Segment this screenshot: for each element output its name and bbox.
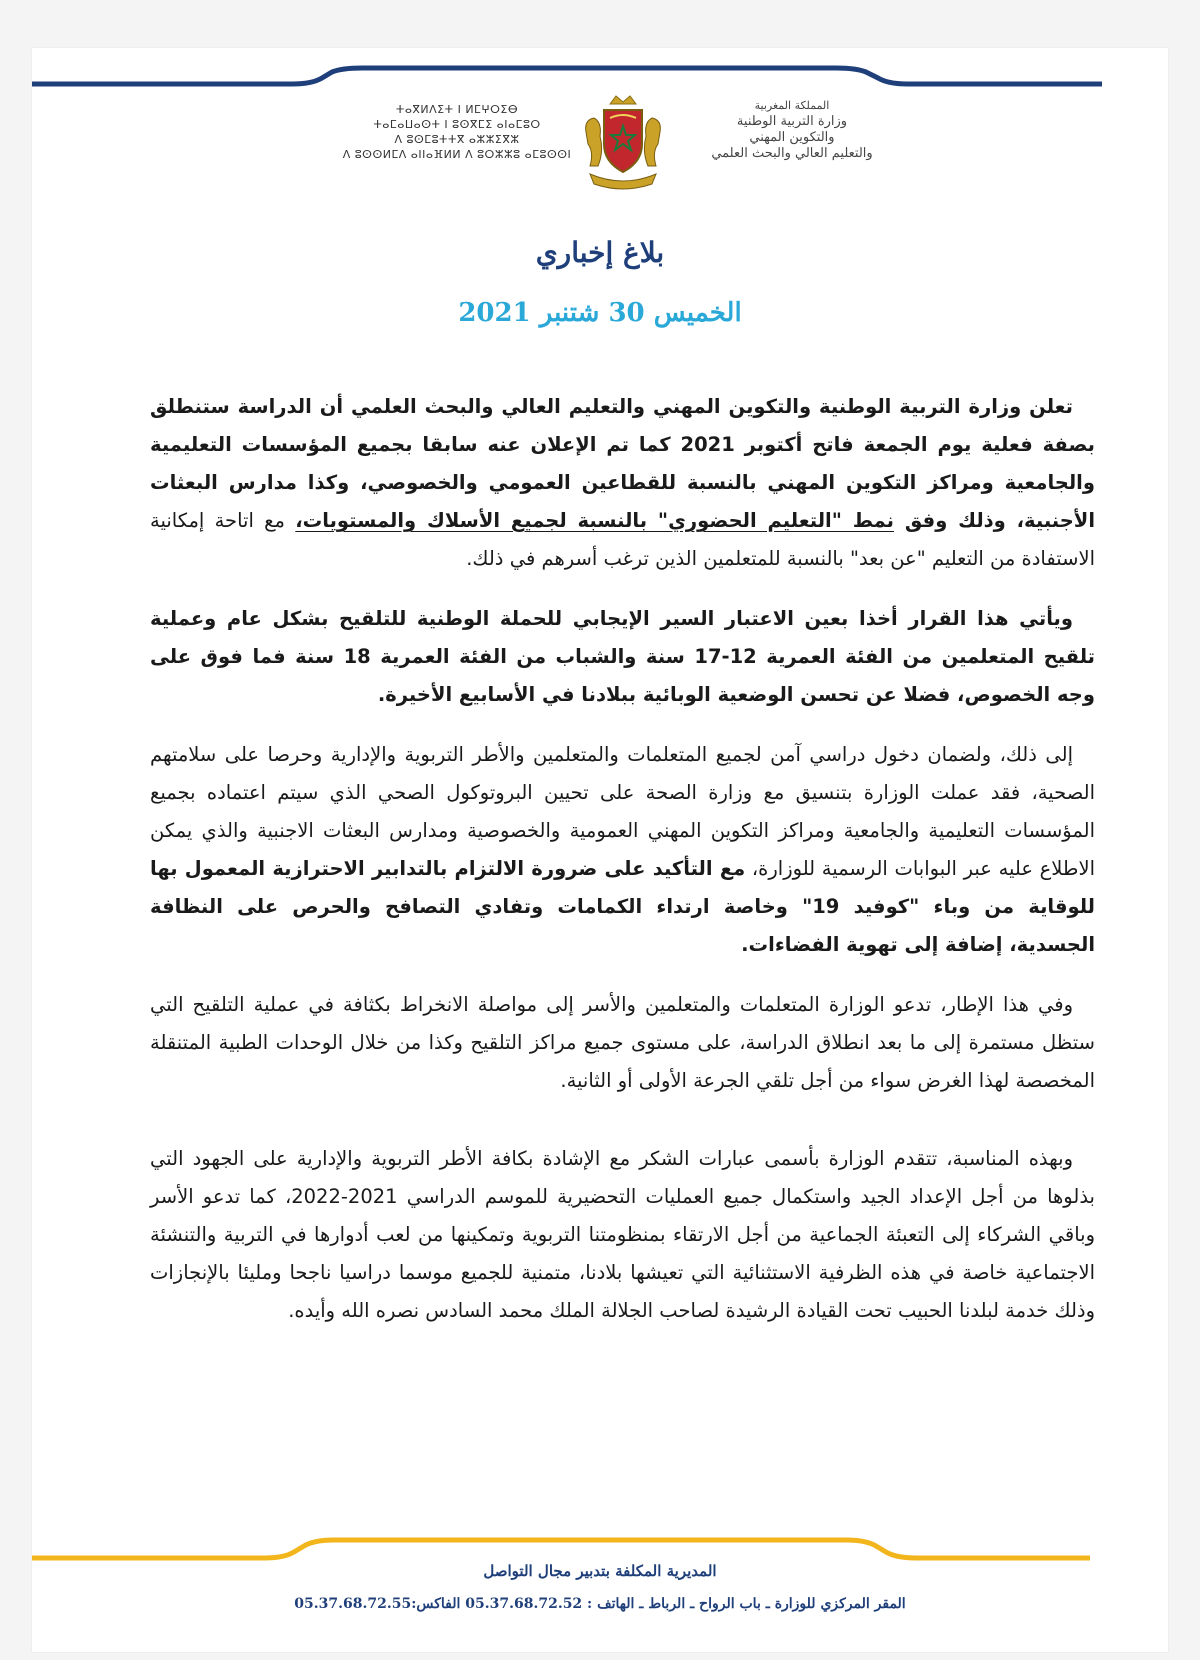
document-page bbox=[32, 48, 1168, 1652]
paragraph-3 bbox=[150, 736, 1095, 964]
tifinagh-line-4: ⴷ ⵓⵙⵙⵍⵎⴷ ⴰⵏⵏⴰⴼⵍⵍ ⴷ ⵓⵔⵣⵣⵓ ⴰⵎⵓⵙⵙⵏ bbox=[342, 148, 572, 161]
arabic-org-line-3: والتكوين المهني bbox=[749, 130, 835, 145]
moroccan-coat-of-arms-icon bbox=[580, 92, 666, 192]
tifinagh-line-3: ⴷ ⵓⵙⵎⵓⵜⵜⴳ ⴰⵣⵣⵉⴳⵣ bbox=[394, 133, 520, 146]
arabic-org-line-1: المملكة المغربية bbox=[754, 99, 830, 112]
arabic-org-line-4: والتعليم العالي والبحث العلمي bbox=[711, 146, 873, 161]
paragraph-1 bbox=[150, 388, 1095, 578]
paragraph-3-plain: إلى ذلك، ولضمان دخول دراسي آمن لجميع المتعلمات والمتعلمين والأطر التربوية والإدارية وحرصا على سلامتهم الصحية، فقد عملت الوزارة بتنسيق مع وزارة الصحة على تحيين البروتوكول الصحي الذي سيتم اعتماده بجميع المؤسسات التعليمية والجامعية ومراكز التكوين المهني العمومية والخصوصية ومدارس البعثات الاجنبية والذي يمكن الاطلاع عليه عبر البوابات الرسمية للوزارة، bbox=[150, 743, 1095, 880]
paragraph-4: وفي هذا الإطار، تدعو الوزارة المتعلمات والمتعلمين والأسر إلى مواصلة الانخراط بكثافة في عملية التلقيح التي ستظل مستمرة إلى ما بعد انطلاق الدراسة، على مستوى جميع مراكز التلقيح وكذا من خلال الوحدات الطبية المتنقلة المخصصة لهذا الغرض سواء من أجل تلقي الجرعة الأولى أو الثانية. bbox=[150, 993, 1095, 1092]
arabic-org-line-2: وزارة التربية الوطنية bbox=[736, 114, 848, 129]
tifinagh-line-2: ⵜⴰⵎⴰⵡⴰⵙⵜ ⵏ ⵓⵙⴳⵎⵉ ⴰⵏⴰⵎⵓⵔ bbox=[373, 118, 541, 131]
paragraph-2-bold: ويأتي هذا القرار أخذا بعين الاعتبار السير الإيجابي للحملة الوطنية للتلقيح بشكل عام وعملية تلقيح المتعلمين من الفئة العمرية 12-17 سنة والشباب من الفئة العمرية 18 سنة فما فوق على وجه الخصوص، فضلا عن تحسن الوضعية الوبائية ببلادنا في الأسابيع الأخيرة. bbox=[150, 607, 1095, 706]
tifinagh-ministry-name bbox=[332, 102, 582, 162]
paragraph-1-underlined: نمط "التعليم الحضوري" بالنسبة لجميع الأسلاك والمستويات، bbox=[295, 509, 894, 532]
paragraph-3-bold: مع التأكيد على ضرورة الالتزام بالتدابير الاحترازية المعمول بها للوقاية من وباء "كوفيد 19" وخاصة ارتداء الكمامات وتفادي التصافح والحرص على النظافة الجسدية، إضافة إلى تهوية الفضاءات. bbox=[150, 857, 1095, 956]
document-body bbox=[150, 388, 1095, 1352]
paragraph-1-bold: تعلن وزارة التربية الوطنية والتكوين المهني والتعليم العالي والبحث العلمي أن الدراسة ستنطلق بصفة فعلية يوم الجمعة فاتح أكتوبر 2021 كما تم الإعلان عنه سابقا بجميع المؤسسات التعليمية والجامعية ومراكز التكوين المهني بالنسبة للقطاعين العمومي والخصوصي، وكذا مدارس البعثات الأجنبية، وذلك وفق bbox=[150, 395, 1096, 532]
footer-address: المقر المركزي للوزارة ـ باب الرواح ـ الرباط ـ الهاتف : 05.37.68.72.52 الفاكس:05.37.68.72.55 bbox=[294, 1596, 906, 1612]
paragraph-2 bbox=[150, 600, 1095, 714]
paragraph-5: وبهذه المناسبة، تتقدم الوزارة بأسمى عبارات الشكر مع الإشادة بكافة الأطر التربوية والإدارية على الجهود التي بذلوها من أجل الإعداد الجيد واستكمال جميع العمليات التحضيرية للموسم الدراسي 2021-2022، كما تدعو الأسر وباقي الشركاء إلى التعبئة الجماعية من أجل الارتقاء بمنظومتنا التربوية وتمكينها من لعب أدوارها في التربية والتنشئة الاجتماعية خاصة في هذه الظرفية الاستثنائية التي تعيشها بلادنا، متمنية للجميع موسما دراسيا ناجحا ومليئا بالإنجازات وذلك خدمة لبلدنا الحبيب تحت القيادة الرشيدة لصاحب الجلالة الملك محمد السادس نصره الله وأيده. bbox=[150, 1147, 1095, 1322]
document-title: بلاغ إخباري bbox=[535, 236, 665, 269]
tifinagh-line-1: ⵜⴰⴳⵍⴷⵉⵜ ⵏ ⵍⵎⵖⵔⵉⴱ bbox=[395, 103, 519, 116]
arabic-ministry-name bbox=[672, 98, 912, 162]
footer-department: المديرية المكلفة بتدبير مجال التواصل bbox=[483, 1562, 717, 1580]
paragraph-1-rest: مع اتاحة إمكانية الاستفادة من التعليم "عن بعد" بالنسبة للمتعلمين الذين ترغب أسرهم في ذلك. bbox=[150, 509, 1095, 570]
document-date: الخميس 30 شتنبر 2021 bbox=[458, 298, 742, 328]
